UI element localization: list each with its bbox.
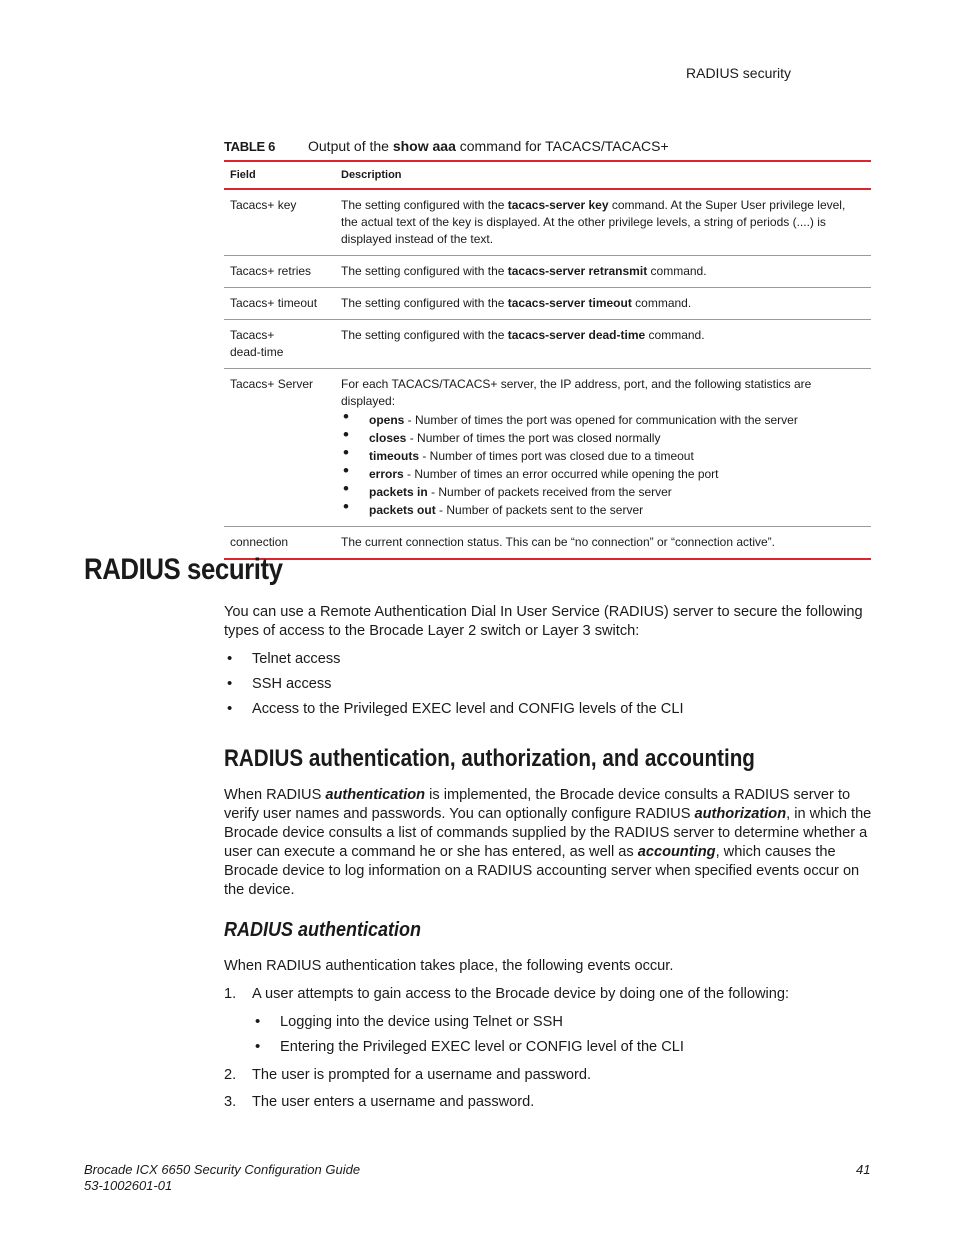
footer-guide-title: Brocade ICX 6650 Security Configuration Guide [84, 1162, 361, 1177]
row-field: Tacacs+ Server [230, 377, 314, 391]
list-item: Logging into the device using Telnet or SSH [280, 1014, 563, 1030]
stat-keyword: opens [369, 413, 405, 427]
para-text: , in which the Brocade device consults a list of commands supplied by the RADIUS server to determine whether a user can execute a command he or she has entered, as well as [224, 806, 872, 860]
section-title: RADIUS security [84, 553, 283, 586]
bullet-icon: • [255, 1013, 261, 1030]
row-field [224, 320, 341, 369]
subsubsection-title: RADIUS authentication [224, 919, 422, 941]
stat-keyword: errors [369, 467, 404, 481]
step-text: A user attempts to gain access to the Brocade device by doing one of the following: [252, 986, 790, 1002]
term-accounting: accounting [637, 844, 716, 860]
bullet-icon: • [227, 675, 233, 692]
desc-text: The setting configured with the [341, 328, 508, 342]
list-item: Telnet access [252, 651, 341, 667]
list-item: SSH access [252, 676, 332, 692]
list-item [341, 483, 865, 501]
caption-text-after: command for TACACS/TACACS+ [455, 138, 669, 154]
table-row [224, 256, 871, 288]
field-line: Tacacs+ [230, 328, 275, 342]
row-field: Tacacs+ key [230, 198, 297, 212]
list-item: Access to the Privileged EXEC level and CONFIG levels of the CLI [252, 701, 684, 717]
stat-text: - Number of packets received from the server [427, 485, 672, 499]
para-text: is implemented, the Brocade device consults a RADIUS server to verify user names and passwords. You can optionally configure RADIUS [224, 787, 851, 822]
column-header-description: Description [341, 169, 402, 181]
desc-text: command. At the Super User privilege level, the actual text of the key is displayed. At the other privilege levels, a string of periods (....) is displayed instead of the text. [341, 198, 846, 246]
row-description [341, 288, 871, 320]
field-line: dead-time [230, 345, 284, 359]
term-authentication: authentication [325, 787, 426, 803]
row-field: Tacacs+ retries [230, 264, 312, 278]
desc-command: tacacs-server retransmit [507, 264, 648, 278]
desc-text: The setting configured with the [341, 296, 508, 310]
stat-text: - Number of packets sent to the server [435, 503, 644, 517]
row-description: The current connection status. This can be “no connection” or “connection active”. [341, 535, 776, 549]
aaa-paragraph [224, 786, 872, 900]
running-header: RADIUS security [686, 65, 792, 81]
column-header-field: Field [230, 169, 256, 181]
stat-text: - Number of times the port was closed normally [406, 431, 661, 445]
stat-text: - Number of times port was closed due to a timeout [419, 449, 694, 463]
bullet-icon: • [227, 700, 233, 717]
caption-text-before: Output of the [308, 138, 393, 154]
step-text: The user is prompted for a username and password. [252, 1067, 592, 1083]
stat-keyword: packets in [369, 485, 428, 499]
bullet-icon: • [227, 650, 233, 667]
statistics-list [341, 411, 865, 519]
list-item [341, 429, 865, 447]
stat-keyword: packets out [369, 503, 436, 517]
table-header-row [224, 161, 871, 189]
row-field: Tacacs+ timeout [230, 296, 318, 310]
step-text: The user enters a username and password. [252, 1094, 535, 1110]
list-item: Entering the Privileged EXEC level or CONFIG level of the CLI [280, 1039, 684, 1055]
row-description [341, 369, 871, 527]
list-item [341, 501, 865, 519]
caption-command: show aaa [392, 138, 456, 154]
desc-text: The setting configured with the [341, 264, 508, 278]
list-item [341, 447, 865, 465]
desc-text: command. [631, 296, 692, 310]
desc-text: command. [645, 328, 705, 342]
table-row [224, 189, 871, 256]
table-row [224, 369, 871, 527]
table-row [224, 320, 871, 369]
stat-keyword: closes [369, 431, 407, 445]
desc-command: tacacs-server dead-time [507, 328, 646, 342]
row-description [341, 189, 871, 256]
row-field: connection [230, 535, 289, 549]
step-number: 1. [224, 986, 237, 1002]
stat-keyword: timeouts [369, 449, 420, 463]
server-intro: For each TACACS/TACACS+ server, the IP address, port, and the following statistics are displayed: [341, 377, 812, 408]
list-item [341, 465, 865, 483]
desc-text: The setting configured with the [341, 198, 508, 212]
desc-command: tacacs-server key [507, 198, 609, 212]
bullet-icon: • [255, 1038, 261, 1055]
list-item [341, 411, 865, 429]
desc-text: command. [647, 264, 707, 278]
term-authorization: authorization [694, 806, 787, 822]
step-number: 3. [224, 1094, 237, 1110]
row-description [341, 320, 871, 369]
para-text: , which causes the Brocade device to log information on a RADIUS accounting server when specified events occur on the device. [224, 844, 860, 898]
table-row [224, 288, 871, 320]
step-number: 2. [224, 1067, 237, 1083]
row-description [341, 256, 871, 288]
table-label: TABLE 6 [224, 139, 276, 154]
table-row [224, 527, 871, 560]
subsection-title: RADIUS authentication, authorization, and accounting [224, 745, 755, 772]
table-caption [224, 138, 669, 154]
show-aaa-table [224, 160, 871, 560]
footer-page-number: 41 [856, 1162, 871, 1177]
para-text: When RADIUS [224, 787, 326, 803]
desc-command: tacacs-server timeout [507, 296, 632, 310]
section-intro: You can use a Remote Authentication Dial In User Service (RADIUS) server to secure the following types of access to the Brocade Layer 2 switch or Layer 3 switch: [224, 604, 863, 639]
stat-text: - Number of times an error occurred while opening the port [403, 467, 719, 481]
auth-intro: When RADIUS authentication takes place, the following events occur. [224, 958, 674, 974]
stat-text: - Number of times the port was opened for communication with the server [404, 413, 798, 427]
footer-doc-number: 53-1002601-01 [84, 1178, 173, 1193]
